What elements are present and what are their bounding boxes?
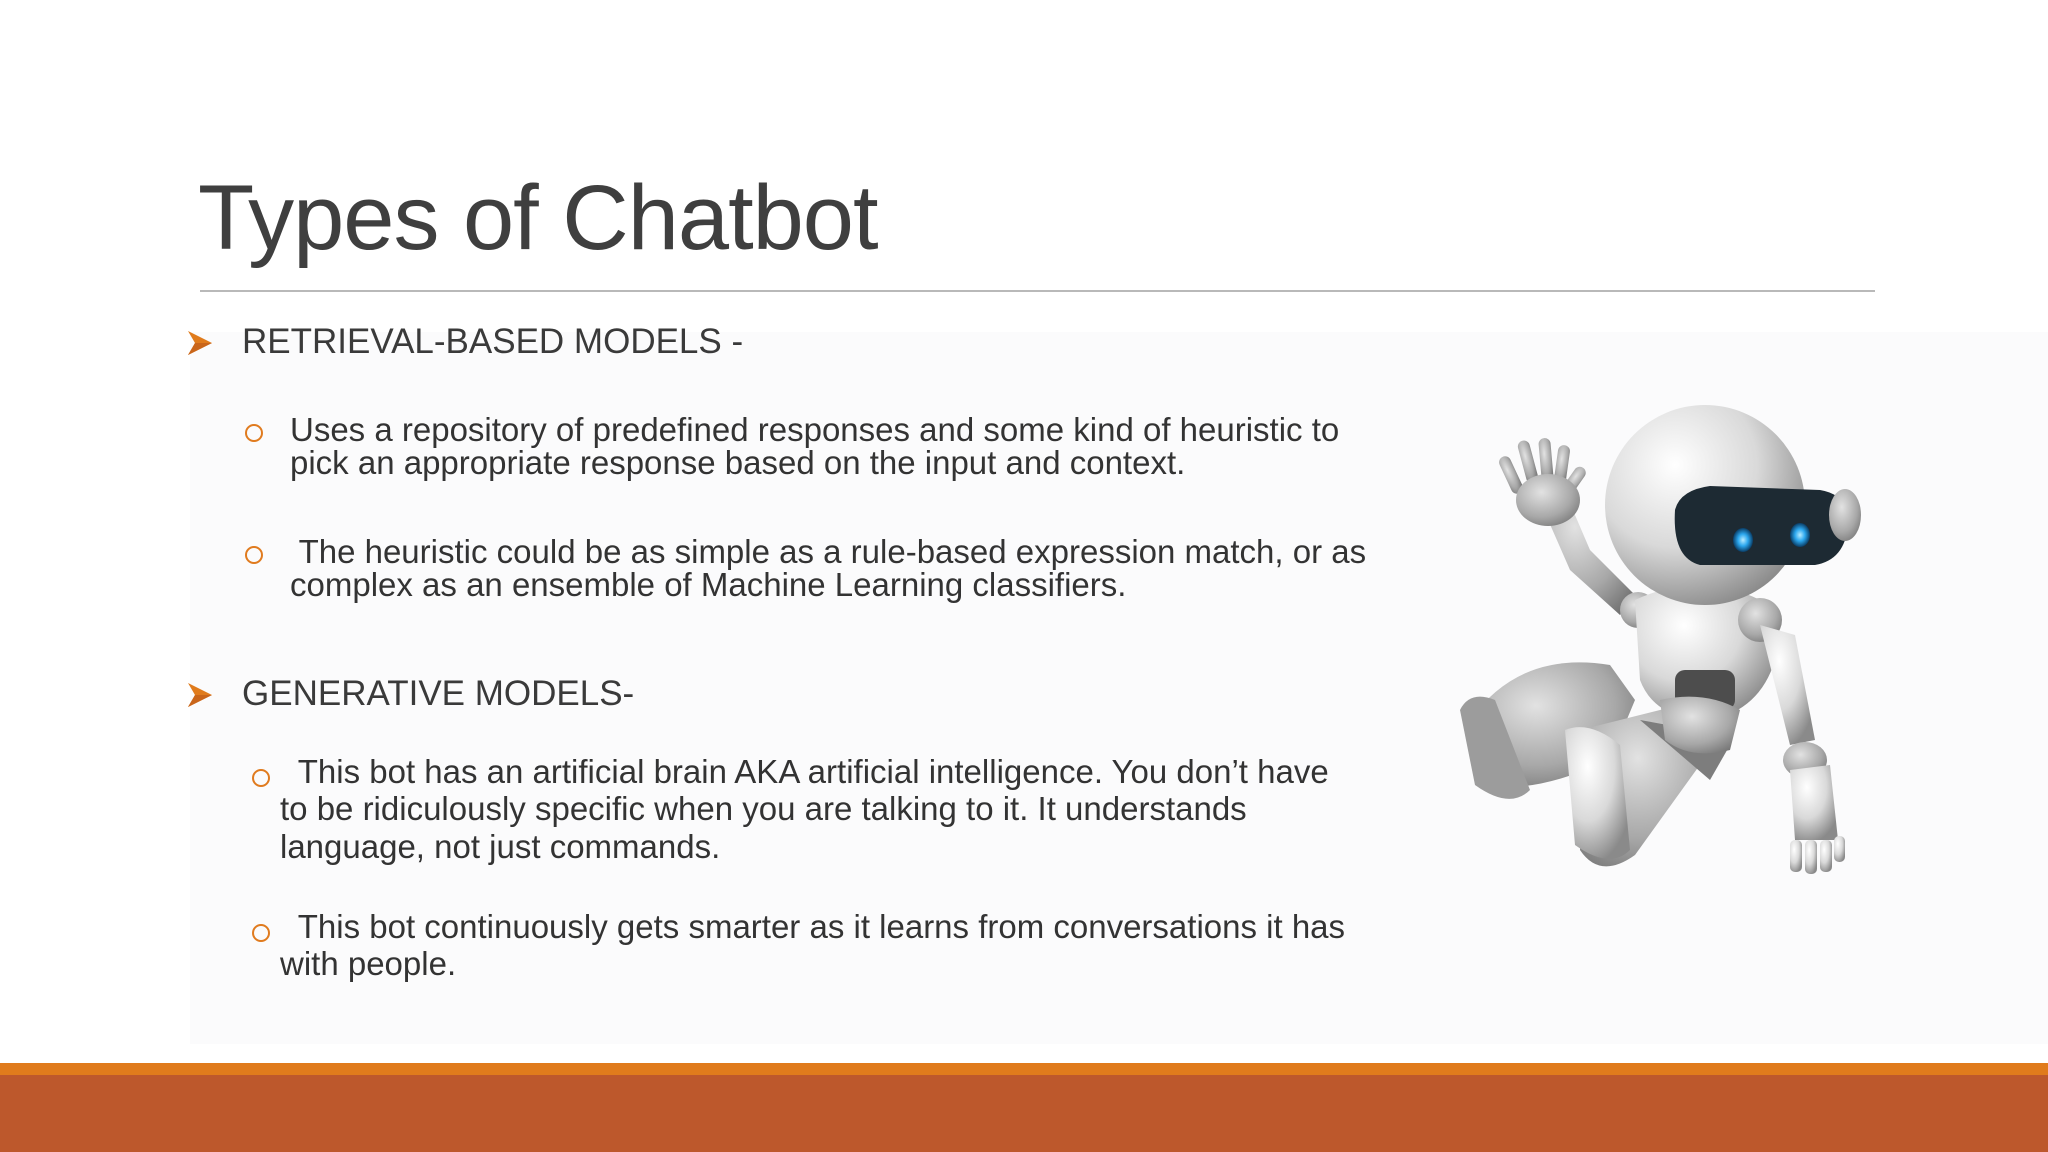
- retrieval-point-1-line2: pick an appropriate response based on the input and context.: [290, 444, 1186, 481]
- footer-accent-stripe: [0, 1063, 2048, 1075]
- generative-point-1-line2: to be ridiculously specific when you are talking to it. It understands: [280, 790, 1247, 828]
- retrieval-point-2-line1: The heuristic could be as simple as a rule-based expression match, or as: [290, 533, 1367, 570]
- generative-point-1: [280, 753, 1329, 865]
- section-heading-retrieval: RETRIEVAL-BASED MODELS -: [242, 322, 744, 361]
- arrow-bullet-icon: [186, 681, 214, 709]
- circle-bullet-icon: [245, 546, 263, 564]
- robot-waving-icon: [1460, 400, 1945, 910]
- footer-bar: [0, 1075, 2048, 1152]
- generative-point-2-line2: with people.: [280, 945, 457, 983]
- generative-point-1-line3: language, not just commands.: [280, 827, 721, 865]
- circle-bullet-icon: [252, 769, 270, 787]
- retrieval-point-1: [290, 413, 1339, 479]
- retrieval-point-2-line2: complex as an ensemble of Machine Learning classifiers.: [290, 566, 1127, 603]
- circle-bullet-icon: [245, 424, 263, 442]
- arrow-bullet-icon: [186, 329, 214, 357]
- retrieval-point-1-line1: Uses a repository of predefined responses and some kind of heuristic to: [290, 411, 1340, 448]
- generative-point-2-line1: This bot continuously gets smarter as it learns from conversations it has: [280, 908, 1346, 945]
- section-heading-generative: GENERATIVE MODELS-: [242, 674, 635, 713]
- circle-bullet-icon: [252, 924, 270, 942]
- retrieval-point-2: [290, 535, 1366, 601]
- title-divider: [200, 290, 1875, 292]
- slide-title: Types of Chatbot: [198, 167, 878, 269]
- generative-point-1-line1: This bot has an artificial brain AKA artificial intelligence. You don’t have: [280, 753, 1329, 790]
- generative-point-2: [280, 908, 1345, 983]
